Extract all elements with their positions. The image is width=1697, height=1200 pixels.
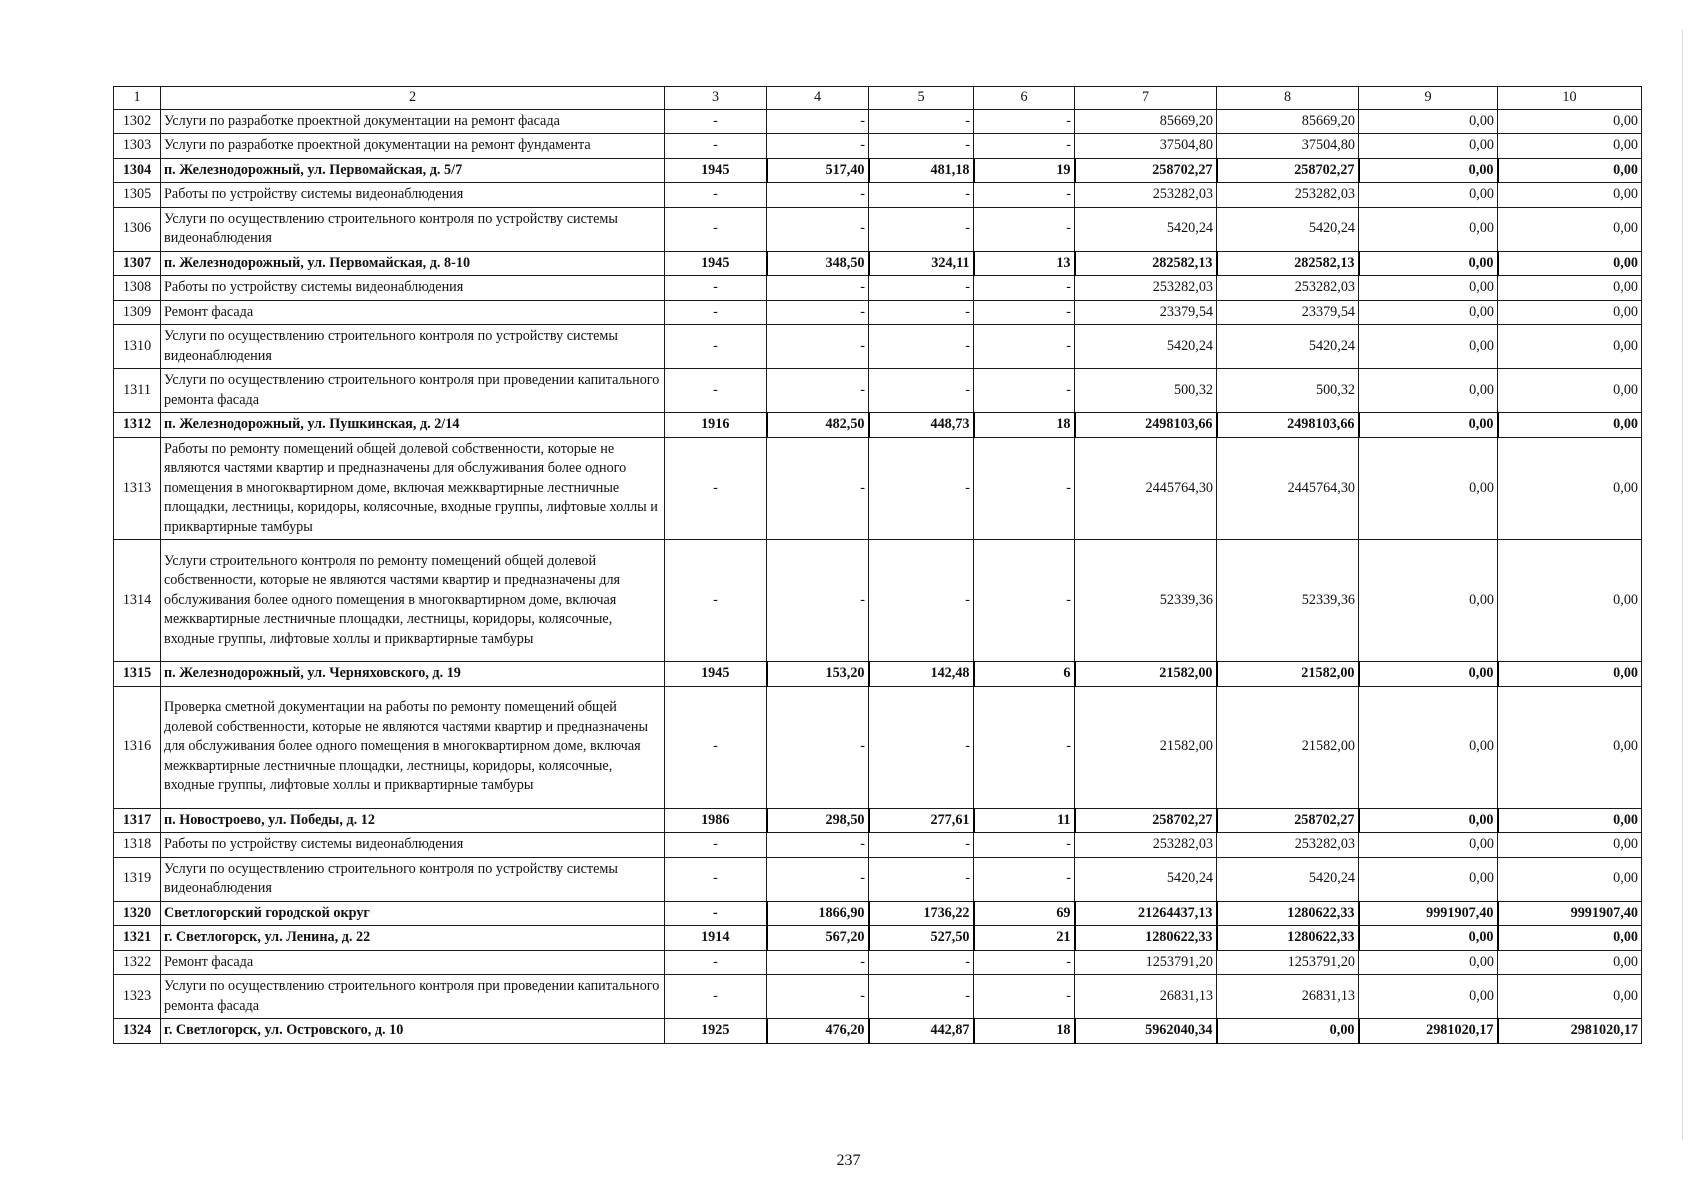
col5-cell: -: [869, 369, 974, 413]
col8-cell: 23379,54: [1217, 300, 1359, 325]
col5-cell: -: [869, 857, 974, 901]
header-cell: 10: [1498, 87, 1642, 110]
col8-cell: 1253791,20: [1217, 950, 1359, 975]
col8-cell: 253282,03: [1217, 276, 1359, 301]
col8-cell: 5420,24: [1217, 857, 1359, 901]
col4-cell: 482,50: [767, 413, 869, 438]
header-cell: 9: [1359, 87, 1498, 110]
year-cell: -: [665, 369, 767, 413]
item-name-cell: п. Новостроево, ул. Победы, д. 12: [161, 808, 665, 833]
col6-cell: -: [974, 276, 1075, 301]
col8-cell: 21582,00: [1217, 662, 1359, 687]
col8-cell: 37504,80: [1217, 134, 1359, 159]
col9-cell: 0,00: [1359, 300, 1498, 325]
col8-cell: 5420,24: [1217, 325, 1359, 369]
col4-cell: -: [767, 975, 869, 1019]
row-number-cell: 1308: [114, 276, 161, 301]
col4-cell: 348,50: [767, 251, 869, 276]
col6-cell: 18: [974, 1019, 1075, 1044]
year-cell: -: [665, 833, 767, 858]
col7-cell: 21582,00: [1075, 662, 1217, 687]
col10-cell: 0,00: [1498, 183, 1642, 208]
col8-cell: 5420,24: [1217, 207, 1359, 251]
row-number-cell: 1312: [114, 413, 161, 438]
col5-cell: 142,48: [869, 662, 974, 687]
col7-cell: 253282,03: [1075, 833, 1217, 858]
table-row: [114, 300, 1642, 325]
col4-cell: -: [767, 207, 869, 251]
col6-cell: -: [974, 300, 1075, 325]
header-cell: 5: [869, 87, 974, 110]
item-name-cell: Услуги по осуществлению строительного контроля по устройству системы видеонаблюдения: [161, 857, 665, 901]
header-cell: 1: [114, 87, 161, 110]
col6-cell: -: [974, 325, 1075, 369]
item-name-cell: Работы по устройству системы видеонаблюдения: [161, 276, 665, 301]
col6-cell: -: [974, 369, 1075, 413]
col6-cell: -: [974, 975, 1075, 1019]
table-row: [114, 540, 1642, 662]
year-cell: -: [665, 276, 767, 301]
col9-cell: 0,00: [1359, 808, 1498, 833]
col9-cell: 0,00: [1359, 833, 1498, 858]
col5-cell: 1736,22: [869, 901, 974, 926]
row-number-cell: 1324: [114, 1019, 161, 1044]
col5-cell: -: [869, 437, 974, 540]
table-row: [114, 926, 1642, 951]
row-number-cell: 1319: [114, 857, 161, 901]
table-row: [114, 325, 1642, 369]
table-row: [114, 413, 1642, 438]
table-row: [114, 1019, 1642, 1044]
header-cell: 4: [767, 87, 869, 110]
table-row: [114, 437, 1642, 540]
year-cell: -: [665, 950, 767, 975]
col10-cell: 0,00: [1498, 950, 1642, 975]
year-cell: -: [665, 207, 767, 251]
col6-cell: -: [974, 540, 1075, 662]
col5-cell: -: [869, 833, 974, 858]
col8-cell: 21582,00: [1217, 686, 1359, 808]
header-cell: 6: [974, 87, 1075, 110]
col5-cell: -: [869, 540, 974, 662]
col5-cell: -: [869, 686, 974, 808]
col5-cell: 442,87: [869, 1019, 974, 1044]
col8-cell: 258702,27: [1217, 808, 1359, 833]
col10-cell: 0,00: [1498, 325, 1642, 369]
col8-cell: 52339,36: [1217, 540, 1359, 662]
header-cell: 7: [1075, 87, 1217, 110]
table-row: [114, 183, 1642, 208]
col6-cell: -: [974, 950, 1075, 975]
col6-cell: -: [974, 109, 1075, 134]
col9-cell: 9991907,40: [1359, 901, 1498, 926]
item-name-cell: Услуги по разработке проектной документации на ремонт фасада: [161, 109, 665, 134]
row-number-cell: 1314: [114, 540, 161, 662]
row-number-cell: 1307: [114, 251, 161, 276]
row-number-cell: 1309: [114, 300, 161, 325]
col7-cell: 253282,03: [1075, 183, 1217, 208]
col9-cell: 0,00: [1359, 134, 1498, 159]
col6-cell: 11: [974, 808, 1075, 833]
col5-cell: -: [869, 325, 974, 369]
col9-cell: 0,00: [1359, 325, 1498, 369]
col10-cell: 0,00: [1498, 540, 1642, 662]
col4-cell: 567,20: [767, 926, 869, 951]
year-cell: 1945: [665, 662, 767, 687]
row-number-cell: 1311: [114, 369, 161, 413]
col9-cell: 0,00: [1359, 413, 1498, 438]
table-row: [114, 686, 1642, 808]
col4-cell: 476,20: [767, 1019, 869, 1044]
col7-cell: 258702,27: [1075, 808, 1217, 833]
row-number-cell: 1320: [114, 901, 161, 926]
item-name-cell: г. Светлогорск, ул. Ленина, д. 22: [161, 926, 665, 951]
col8-cell: 2498103,66: [1217, 413, 1359, 438]
year-cell: -: [665, 686, 767, 808]
col9-cell: 0,00: [1359, 207, 1498, 251]
table-row: [114, 207, 1642, 251]
col7-cell: 2498103,66: [1075, 413, 1217, 438]
col6-cell: 69: [974, 901, 1075, 926]
col8-cell: 0,00: [1217, 1019, 1359, 1044]
col9-cell: 0,00: [1359, 950, 1498, 975]
col7-cell: 5962040,34: [1075, 1019, 1217, 1044]
year-cell: -: [665, 540, 767, 662]
col4-cell: -: [767, 437, 869, 540]
row-number-cell: 1316: [114, 686, 161, 808]
col6-cell: -: [974, 134, 1075, 159]
col9-cell: 0,00: [1359, 251, 1498, 276]
col10-cell: 0,00: [1498, 662, 1642, 687]
col6-cell: 21: [974, 926, 1075, 951]
year-cell: 1945: [665, 251, 767, 276]
item-name-cell: Услуги по осуществлению строительного контроля по устройству системы видеонаблюдения: [161, 207, 665, 251]
col4-cell: -: [767, 686, 869, 808]
year-cell: -: [665, 325, 767, 369]
col9-cell: 0,00: [1359, 276, 1498, 301]
col4-cell: -: [767, 325, 869, 369]
col8-cell: 500,32: [1217, 369, 1359, 413]
col9-cell: 0,00: [1359, 369, 1498, 413]
table-body: [114, 87, 1642, 1044]
table-row: [114, 808, 1642, 833]
row-number-cell: 1313: [114, 437, 161, 540]
col10-cell: 0,00: [1498, 134, 1642, 159]
row-number-cell: 1315: [114, 662, 161, 687]
col4-cell: -: [767, 300, 869, 325]
col7-cell: 5420,24: [1075, 857, 1217, 901]
col4-cell: -: [767, 134, 869, 159]
row-number-cell: 1317: [114, 808, 161, 833]
col8-cell: 1280622,33: [1217, 901, 1359, 926]
col5-cell: -: [869, 950, 974, 975]
col6-cell: -: [974, 437, 1075, 540]
year-cell: -: [665, 975, 767, 1019]
row-number-cell: 1322: [114, 950, 161, 975]
item-name-cell: п. Железнодорожный, ул. Черняховского, д. 19: [161, 662, 665, 687]
year-cell: 1925: [665, 1019, 767, 1044]
col8-cell: 26831,13: [1217, 975, 1359, 1019]
col5-cell: -: [869, 300, 974, 325]
item-name-cell: п. Железнодорожный, ул. Пушкинская, д. 2/14: [161, 413, 665, 438]
col9-cell: 0,00: [1359, 662, 1498, 687]
col4-cell: -: [767, 833, 869, 858]
item-name-cell: Проверка сметной документации на работы по ремонту помещений общей долевой собственности, которые не являются частями квартир и предназначены для обслуживания более одного помещения в многоквартирном доме, включая межквартирные лестничные площадки, лестницы, коридоры, колясочные, входные группы, лифтовые холлы и приквартирные тамбуры: [161, 686, 665, 808]
col9-cell: 0,00: [1359, 109, 1498, 134]
header-cell: 2: [161, 87, 665, 110]
col4-cell: 298,50: [767, 808, 869, 833]
table-row: [114, 134, 1642, 159]
col10-cell: 9991907,40: [1498, 901, 1642, 926]
col6-cell: 6: [974, 662, 1075, 687]
col5-cell: 481,18: [869, 158, 974, 183]
year-cell: 1986: [665, 808, 767, 833]
col4-cell: -: [767, 276, 869, 301]
item-name-cell: Ремонт фасада: [161, 300, 665, 325]
table-row: [114, 158, 1642, 183]
col10-cell: 0,00: [1498, 413, 1642, 438]
col7-cell: 52339,36: [1075, 540, 1217, 662]
col8-cell: 85669,20: [1217, 109, 1359, 134]
col4-cell: -: [767, 183, 869, 208]
row-number-cell: 1304: [114, 158, 161, 183]
col6-cell: -: [974, 686, 1075, 808]
year-cell: 1916: [665, 413, 767, 438]
year-cell: -: [665, 183, 767, 208]
col8-cell: 253282,03: [1217, 833, 1359, 858]
scan-edge-line: [1682, 30, 1683, 1140]
col4-cell: -: [767, 369, 869, 413]
col7-cell: 85669,20: [1075, 109, 1217, 134]
col7-cell: 5420,24: [1075, 207, 1217, 251]
col7-cell: 500,32: [1075, 369, 1217, 413]
item-name-cell: Услуги строительного контроля по ремонту помещений общей долевой собственности, которые не являются частями квартир и предназначены для обслуживания более одного помещения в многоквартирном доме, включая межквартирные лестничные площадки, лестницы, коридоры, колясочные, входные группы, лифтовые холлы и приквартирные тамбуры: [161, 540, 665, 662]
table-row: [114, 662, 1642, 687]
col8-cell: 258702,27: [1217, 158, 1359, 183]
item-name-cell: п. Железнодорожный, ул. Первомайская, д. 8-10: [161, 251, 665, 276]
col6-cell: -: [974, 207, 1075, 251]
table-row: [114, 857, 1642, 901]
col7-cell: 21264437,13: [1075, 901, 1217, 926]
item-name-cell: Услуги по осуществлению строительного контроля при проведении капитального ремонта фасада: [161, 369, 665, 413]
year-cell: -: [665, 857, 767, 901]
item-name-cell: Работы по устройству системы видеонаблюдения: [161, 183, 665, 208]
col9-cell: 2981020,17: [1359, 1019, 1498, 1044]
col7-cell: 21582,00: [1075, 686, 1217, 808]
year-cell: -: [665, 300, 767, 325]
col8-cell: 253282,03: [1217, 183, 1359, 208]
col10-cell: 0,00: [1498, 857, 1642, 901]
col4-cell: -: [767, 540, 869, 662]
col9-cell: 0,00: [1359, 926, 1498, 951]
col10-cell: 0,00: [1498, 251, 1642, 276]
col10-cell: 0,00: [1498, 109, 1642, 134]
col7-cell: 253282,03: [1075, 276, 1217, 301]
col9-cell: 0,00: [1359, 686, 1498, 808]
col9-cell: 0,00: [1359, 975, 1498, 1019]
year-cell: -: [665, 437, 767, 540]
col6-cell: -: [974, 183, 1075, 208]
item-name-cell: п. Железнодорожный, ул. Первомайская, д. 5/7: [161, 158, 665, 183]
col5-cell: -: [869, 975, 974, 1019]
col10-cell: 0,00: [1498, 686, 1642, 808]
row-number-cell: 1302: [114, 109, 161, 134]
col10-cell: 0,00: [1498, 926, 1642, 951]
col5-cell: -: [869, 276, 974, 301]
column-number-header-row: [114, 87, 1642, 110]
table-row: [114, 276, 1642, 301]
col10-cell: 0,00: [1498, 975, 1642, 1019]
col10-cell: 0,00: [1498, 437, 1642, 540]
item-name-cell: Работы по устройству системы видеонаблюдения: [161, 833, 665, 858]
col10-cell: 0,00: [1498, 300, 1642, 325]
col4-cell: 153,20: [767, 662, 869, 687]
year-cell: 1945: [665, 158, 767, 183]
col7-cell: 2445764,30: [1075, 437, 1217, 540]
item-name-cell: г. Светлогорск, ул. Островского, д. 10: [161, 1019, 665, 1044]
table-row: [114, 109, 1642, 134]
year-cell: -: [665, 134, 767, 159]
col7-cell: 5420,24: [1075, 325, 1217, 369]
row-number-cell: 1305: [114, 183, 161, 208]
col6-cell: 13: [974, 251, 1075, 276]
year-cell: -: [665, 901, 767, 926]
col5-cell: -: [869, 109, 974, 134]
header-cell: 3: [665, 87, 767, 110]
col4-cell: -: [767, 109, 869, 134]
header-cell: 8: [1217, 87, 1359, 110]
col7-cell: 1280622,33: [1075, 926, 1217, 951]
col5-cell: -: [869, 134, 974, 159]
col6-cell: 19: [974, 158, 1075, 183]
col9-cell: 0,00: [1359, 437, 1498, 540]
item-name-cell: Светлогорский городской округ: [161, 901, 665, 926]
col7-cell: 23379,54: [1075, 300, 1217, 325]
col9-cell: 0,00: [1359, 540, 1498, 662]
col9-cell: 0,00: [1359, 857, 1498, 901]
row-number-cell: 1306: [114, 207, 161, 251]
col4-cell: -: [767, 950, 869, 975]
year-cell: 1914: [665, 926, 767, 951]
page-number: 237: [836, 1152, 861, 1169]
col5-cell: 448,73: [869, 413, 974, 438]
col7-cell: 26831,13: [1075, 975, 1217, 1019]
col5-cell: 277,61: [869, 808, 974, 833]
col10-cell: 0,00: [1498, 276, 1642, 301]
col8-cell: 282582,13: [1217, 251, 1359, 276]
col4-cell: 517,40: [767, 158, 869, 183]
row-number-cell: 1310: [114, 325, 161, 369]
col10-cell: 0,00: [1498, 207, 1642, 251]
col10-cell: 0,00: [1498, 833, 1642, 858]
row-number-cell: 1323: [114, 975, 161, 1019]
item-name-cell: Услуги по осуществлению строительного контроля по устройству системы видеонаблюдения: [161, 325, 665, 369]
year-cell: -: [665, 109, 767, 134]
table-row: [114, 833, 1642, 858]
table-row: [114, 251, 1642, 276]
col4-cell: -: [767, 857, 869, 901]
col5-cell: 324,11: [869, 251, 974, 276]
table-row: [114, 901, 1642, 926]
col10-cell: 0,00: [1498, 158, 1642, 183]
col10-cell: 0,00: [1498, 808, 1642, 833]
col9-cell: 0,00: [1359, 158, 1498, 183]
item-name-cell: Ремонт фасада: [161, 950, 665, 975]
col4-cell: 1866,90: [767, 901, 869, 926]
item-name-cell: Работы по ремонту помещений общей долевой собственности, которые не являются частями квартир и предназначены для обслуживания более одного помещения в многоквартирном доме, включая межквартирные лестничные площадки, лестницы, коридоры, колясочные, входные группы, лифтовые холлы и приквартирные тамбуры: [161, 437, 665, 540]
col7-cell: 37504,80: [1075, 134, 1217, 159]
col7-cell: 258702,27: [1075, 158, 1217, 183]
table-row: [114, 950, 1642, 975]
item-name-cell: Услуги по разработке проектной документации на ремонт фундамента: [161, 134, 665, 159]
col8-cell: 2445764,30: [1217, 437, 1359, 540]
row-number-cell: 1321: [114, 926, 161, 951]
repair-budget-table: [113, 86, 1642, 1044]
col10-cell: 0,00: [1498, 369, 1642, 413]
col5-cell: -: [869, 207, 974, 251]
col5-cell: 527,50: [869, 926, 974, 951]
col9-cell: 0,00: [1359, 183, 1498, 208]
item-name-cell: Услуги по осуществлению строительного контроля при проведении капитального ремонта фасада: [161, 975, 665, 1019]
col5-cell: -: [869, 183, 974, 208]
col7-cell: 282582,13: [1075, 251, 1217, 276]
col6-cell: -: [974, 833, 1075, 858]
col6-cell: -: [974, 857, 1075, 901]
col6-cell: 18: [974, 413, 1075, 438]
row-number-cell: 1318: [114, 833, 161, 858]
table-row: [114, 369, 1642, 413]
col10-cell: 2981020,17: [1498, 1019, 1642, 1044]
col8-cell: 1280622,33: [1217, 926, 1359, 951]
row-number-cell: 1303: [114, 134, 161, 159]
col7-cell: 1253791,20: [1075, 950, 1217, 975]
table-row: [114, 975, 1642, 1019]
